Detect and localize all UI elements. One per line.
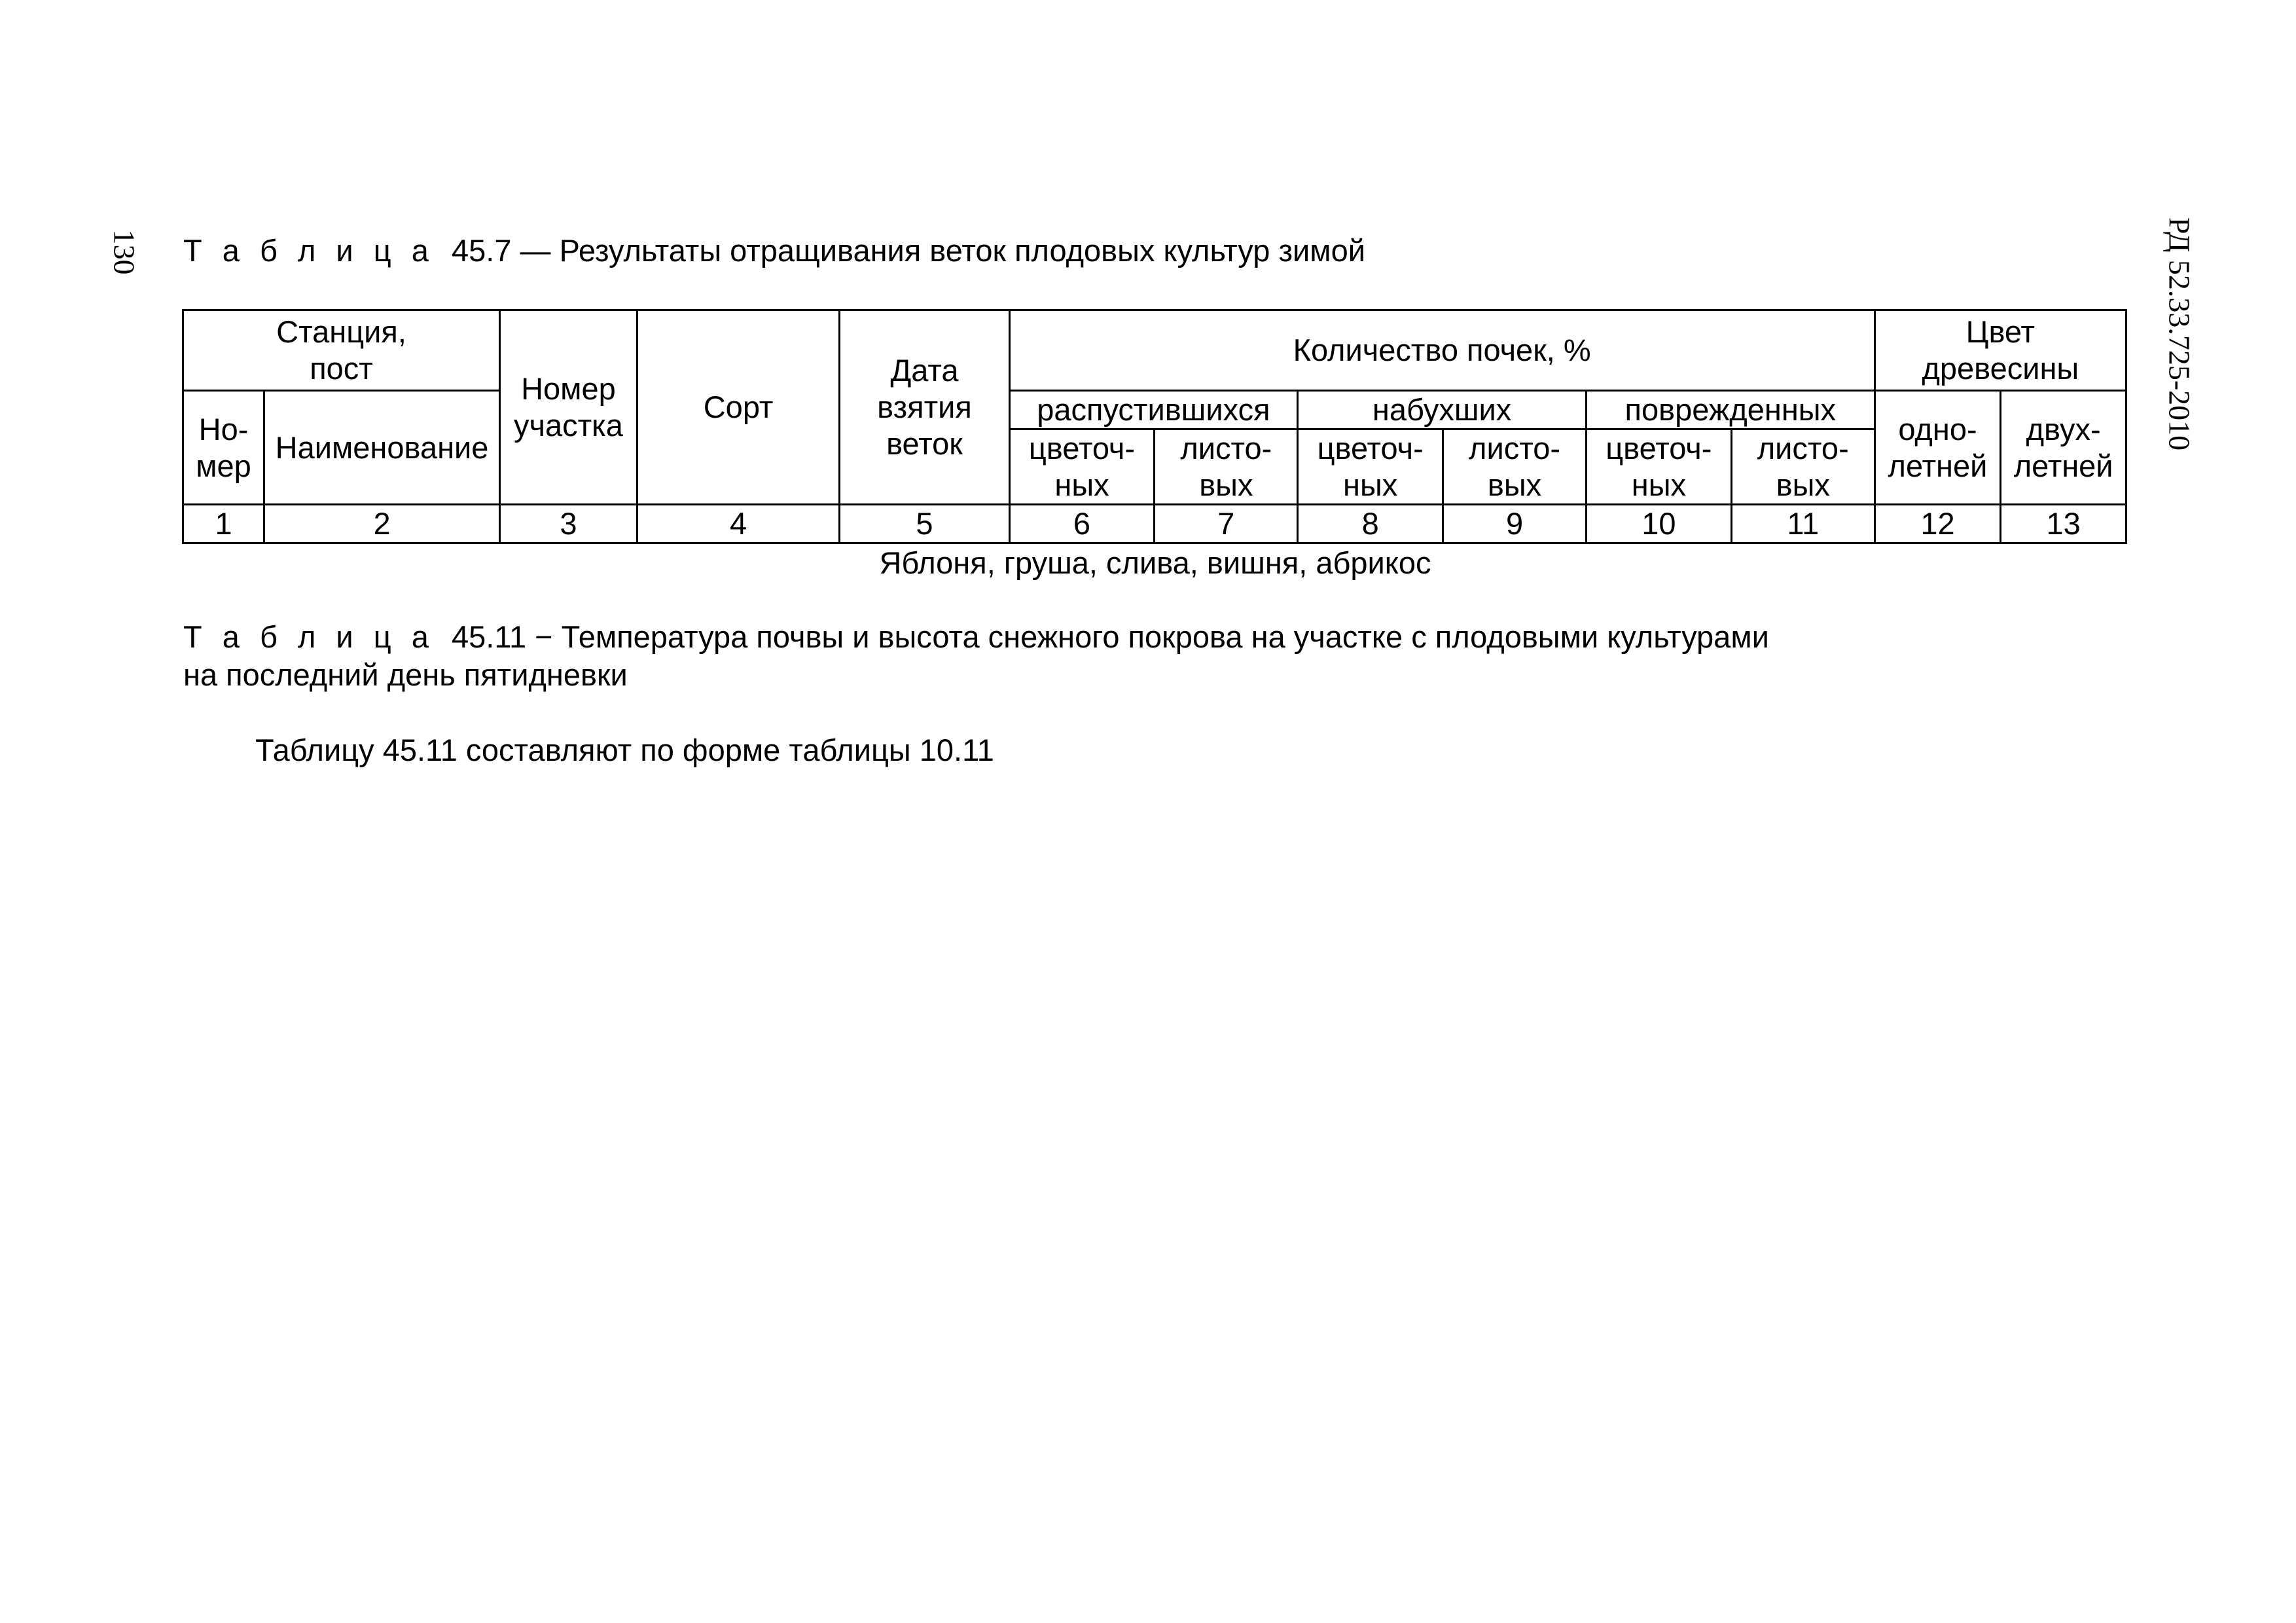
table-caption-line2: на последний день пятидневки (183, 657, 628, 692)
header-station-line2: пост (310, 351, 373, 386)
header-buds-count: Количество почек, % (1009, 310, 1874, 391)
document-code: РД 52.33.725-2010 (2162, 217, 2197, 451)
column-number: 11 (1731, 505, 1874, 543)
header-leaf-line2: вых (1776, 467, 1830, 502)
header-swollen: набухших (1298, 391, 1587, 429)
header-leaf-line1: листо- (1180, 431, 1272, 465)
header-leaf-line1: листо- (1469, 431, 1560, 465)
column-number: 12 (1874, 505, 2001, 543)
header-bloomed-leaf (1155, 429, 1298, 505)
column-number: 2 (264, 505, 500, 543)
header-one-year-line1: одно- (1898, 411, 1977, 447)
column-number: 8 (1298, 505, 1443, 543)
header-two-year-line1: двух- (2026, 411, 2101, 447)
table-45-11-caption (183, 618, 1769, 694)
header-plot-number (500, 310, 637, 505)
column-numbers-row (183, 505, 2126, 543)
header-swollen-leaf (1443, 429, 1587, 505)
header-leaf-line2: вых (1487, 467, 1542, 502)
fruit-crops-subheading: Яблоня, груша, слива, вишня, абрикос (879, 545, 1431, 580)
header-two-year (2001, 391, 2126, 505)
column-number: 1 (183, 505, 264, 543)
header-plot-line2: участка (513, 408, 623, 443)
header-swollen-flower (1298, 429, 1443, 505)
column-number: 4 (637, 505, 840, 543)
header-date-line3: веток (886, 426, 963, 461)
table-45-11-note: Таблицу 45.11 составляют по форме таблицы 10.11 (255, 733, 994, 767)
header-leaf-line2: вых (1199, 467, 1253, 502)
header-damaged-leaf (1731, 429, 1874, 505)
header-flower-line1: цветоч- (1605, 431, 1712, 465)
header-flower-line1: цветоч- (1317, 431, 1424, 465)
header-date-line1: Дата (890, 353, 959, 388)
page-number: 130 (107, 229, 141, 275)
column-number: 3 (500, 505, 637, 543)
header-name: Наименование (264, 391, 500, 505)
column-number: 13 (2001, 505, 2126, 543)
column-number: 7 (1155, 505, 1298, 543)
header-two-year-line2: летней (2013, 448, 2113, 483)
column-number: 5 (840, 505, 1009, 543)
buds-results-table (182, 309, 2127, 544)
table-caption-text: 45.11 − Температура почвы и высота снежного покрова на участке с плодовыми культурами (451, 619, 1769, 654)
table-caption-word: Т а б л и ц а (183, 233, 435, 268)
header-damaged: поврежденных (1586, 391, 1874, 429)
header-flower-line1: цветоч- (1028, 431, 1136, 465)
header-one-year-line2: летней (1888, 448, 1988, 483)
header-station (183, 310, 500, 391)
header-wood-line2: древесины (1922, 351, 2079, 386)
header-date (840, 310, 1009, 505)
header-wood-line1: Цвет (1965, 314, 2035, 349)
header-plot-line1: Номер (521, 371, 616, 406)
header-flower-line2: ных (1054, 467, 1109, 502)
header-one-year (1874, 391, 2001, 505)
header-flower-line2: ных (1343, 467, 1398, 502)
header-variety: Сорт (637, 310, 840, 505)
table-caption-text: 45.7 — Результаты отращивания веток плодовых культур зимой (451, 233, 1365, 268)
header-date-line2: взятия (877, 390, 972, 424)
header-number-line2: мер (196, 448, 251, 483)
header-number (183, 391, 264, 505)
table-45-7-caption (183, 232, 1365, 270)
header-wood-color (1874, 310, 2126, 391)
header-flower-line2: ных (1631, 467, 1686, 502)
header-bloomed: распустившихся (1009, 391, 1298, 429)
column-number: 10 (1586, 505, 1731, 543)
header-leaf-line1: листо- (1757, 431, 1849, 465)
column-number: 6 (1009, 505, 1155, 543)
header-bloomed-flower (1009, 429, 1155, 505)
header-damaged-flower (1586, 429, 1731, 505)
table-caption-word: Т а б л и ц а (183, 619, 435, 654)
column-number: 9 (1443, 505, 1587, 543)
header-station-line1: Станция, (276, 314, 406, 349)
header-number-line1: Но- (198, 411, 249, 447)
